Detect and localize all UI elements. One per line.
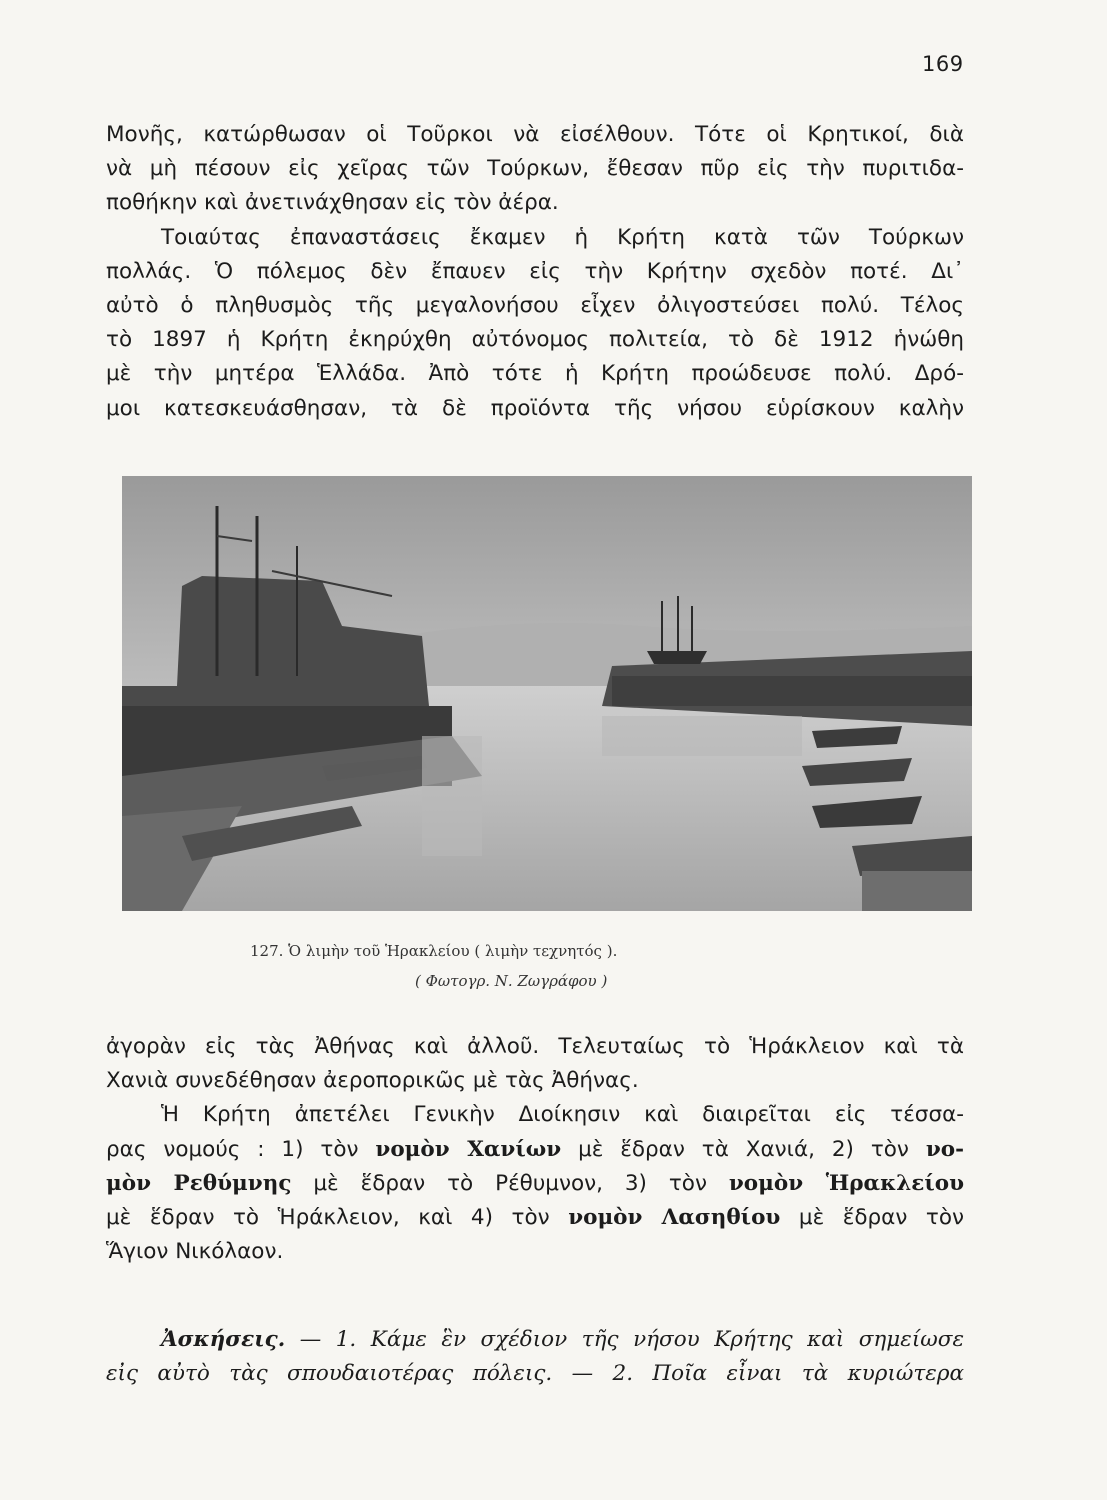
text-line: Τοιαύτας ἐπαναστάσεις ἔκαμεν ἡ Κρήτη κατὰ τῶν Τούρκων [161,224,964,250]
text-line: αὐτὸ ὁ πληθυσμὸς τῆς μεγαλονήσου εἶχεν ὀλιγοστεύσει πολύ. Τέλος [106,293,964,319]
prefecture-name: νομὸν Ἡρακλείου [728,1170,964,1196]
text-line: μὲ τὴν μητέρα Ἑλλάδα. Ἀπὸ τότε ἡ Κρήτη προώδευσε πολύ. Δρό- [106,361,964,387]
text-line: Ἡ Κρήτη ἀπετέλει Γενικὴν Διοίκησιν καὶ διαιρεῖται εἰς τέσσα- [161,1102,964,1128]
text-line [106,1323,964,1357]
text-fragment: μὲ ἕδραν τὸν [798,1205,965,1231]
exercises [106,1323,964,1391]
harbor-photo [122,476,972,911]
text-fragment: — 1. Κάμε ἓν σχέδιον τῆς νήσου Κρήτης καὶ σημείωσε [299,1327,964,1352]
caption-credit: ( Φωτογρ. Ν. Ζωγράφου ) [415,972,608,990]
top-paragraph [106,118,964,426]
text-line: ποθήκην καὶ ἀνετινάχθησαν εἰς τὸν ἀέρα. [106,190,559,216]
text-line: Ἅγιον Νικόλαον. [106,1239,284,1265]
text-line: Χανιὰ συνεδέθησαν ἀεροπορικῶς μὲ τὰς Ἀθήνας. [106,1068,639,1094]
text-line [106,1133,964,1167]
text-line: πολλάς. Ὁ πόλεμος δὲν ἔπαυεν εἰς τὴν Κρήτην σχεδὸν ποτέ. Δι᾿ [106,258,964,284]
text-fragment: μὲ ἕδραν τὰ Χανιά, 2) τὸν [578,1136,909,1162]
prefecture-name: νομὸν Λασηθίου [568,1205,781,1231]
exercises-title: Ἀσκήσεις. [161,1327,286,1352]
text-fragment: ρας νομούς : 1) τὸν [106,1136,359,1162]
text-line: ἀγορὰν εἰς τὰς Ἀθήνας καὶ ἀλλοῦ. Τελευταίως τὸ Ἡράκλειον καὶ τὰ [106,1034,964,1059]
text-line: Μονῆς, κατώρθωσαν οἱ Τοῦρκοι νὰ εἰσέλθουν. Τότε οἱ Κρητικοί, διὰ [106,122,964,147]
page-number: 169 [922,52,964,76]
text-line: νὰ μὴ πέσουν εἰς χεῖρας τῶν Τούρκων, ἔθεσαν πῦρ εἰς τὴν πυριτιδα- [106,156,964,182]
prefecture-name: νο- [925,1136,965,1162]
figure-caption [250,936,870,996]
prefecture-name: νομὸν Χανίων [375,1136,562,1162]
text-line: μοι κατεσκευάσθησαν, τὰ δὲ προϊόντα τῆς νήσου εὑρίσκουν καλὴν [106,395,964,421]
text-fragment: μὲ ἕδραν τὸ Ἡράκλειον, καὶ 4) τὸν [106,1205,550,1231]
text-line [106,1167,964,1201]
caption-title: 127. Ὁ λιμὴν τοῦ Ἡρακλείου ( λιμὴν τεχνητός ). [250,942,618,960]
text-fragment: μὲ ἕδραν τὸ Ρέθυμνον, 3) τὸν [313,1170,707,1196]
text-line: εἰς αὐτὸ τὰς σπουδαιοτέρας πόλεις. — 2. Ποῖα εἶναι τὰ κυριώτερα [106,1361,964,1387]
middle-paragraph [106,1030,964,1269]
text-line [106,1201,964,1235]
text-line: τὸ 1897 ἡ Κρήτη ἐκηρύχθη αὐτόνομος πολιτεία, τὸ δὲ 1912 ἡνώθη [106,327,964,353]
prefecture-name: μὸν Ρεθύμνης [106,1170,292,1196]
